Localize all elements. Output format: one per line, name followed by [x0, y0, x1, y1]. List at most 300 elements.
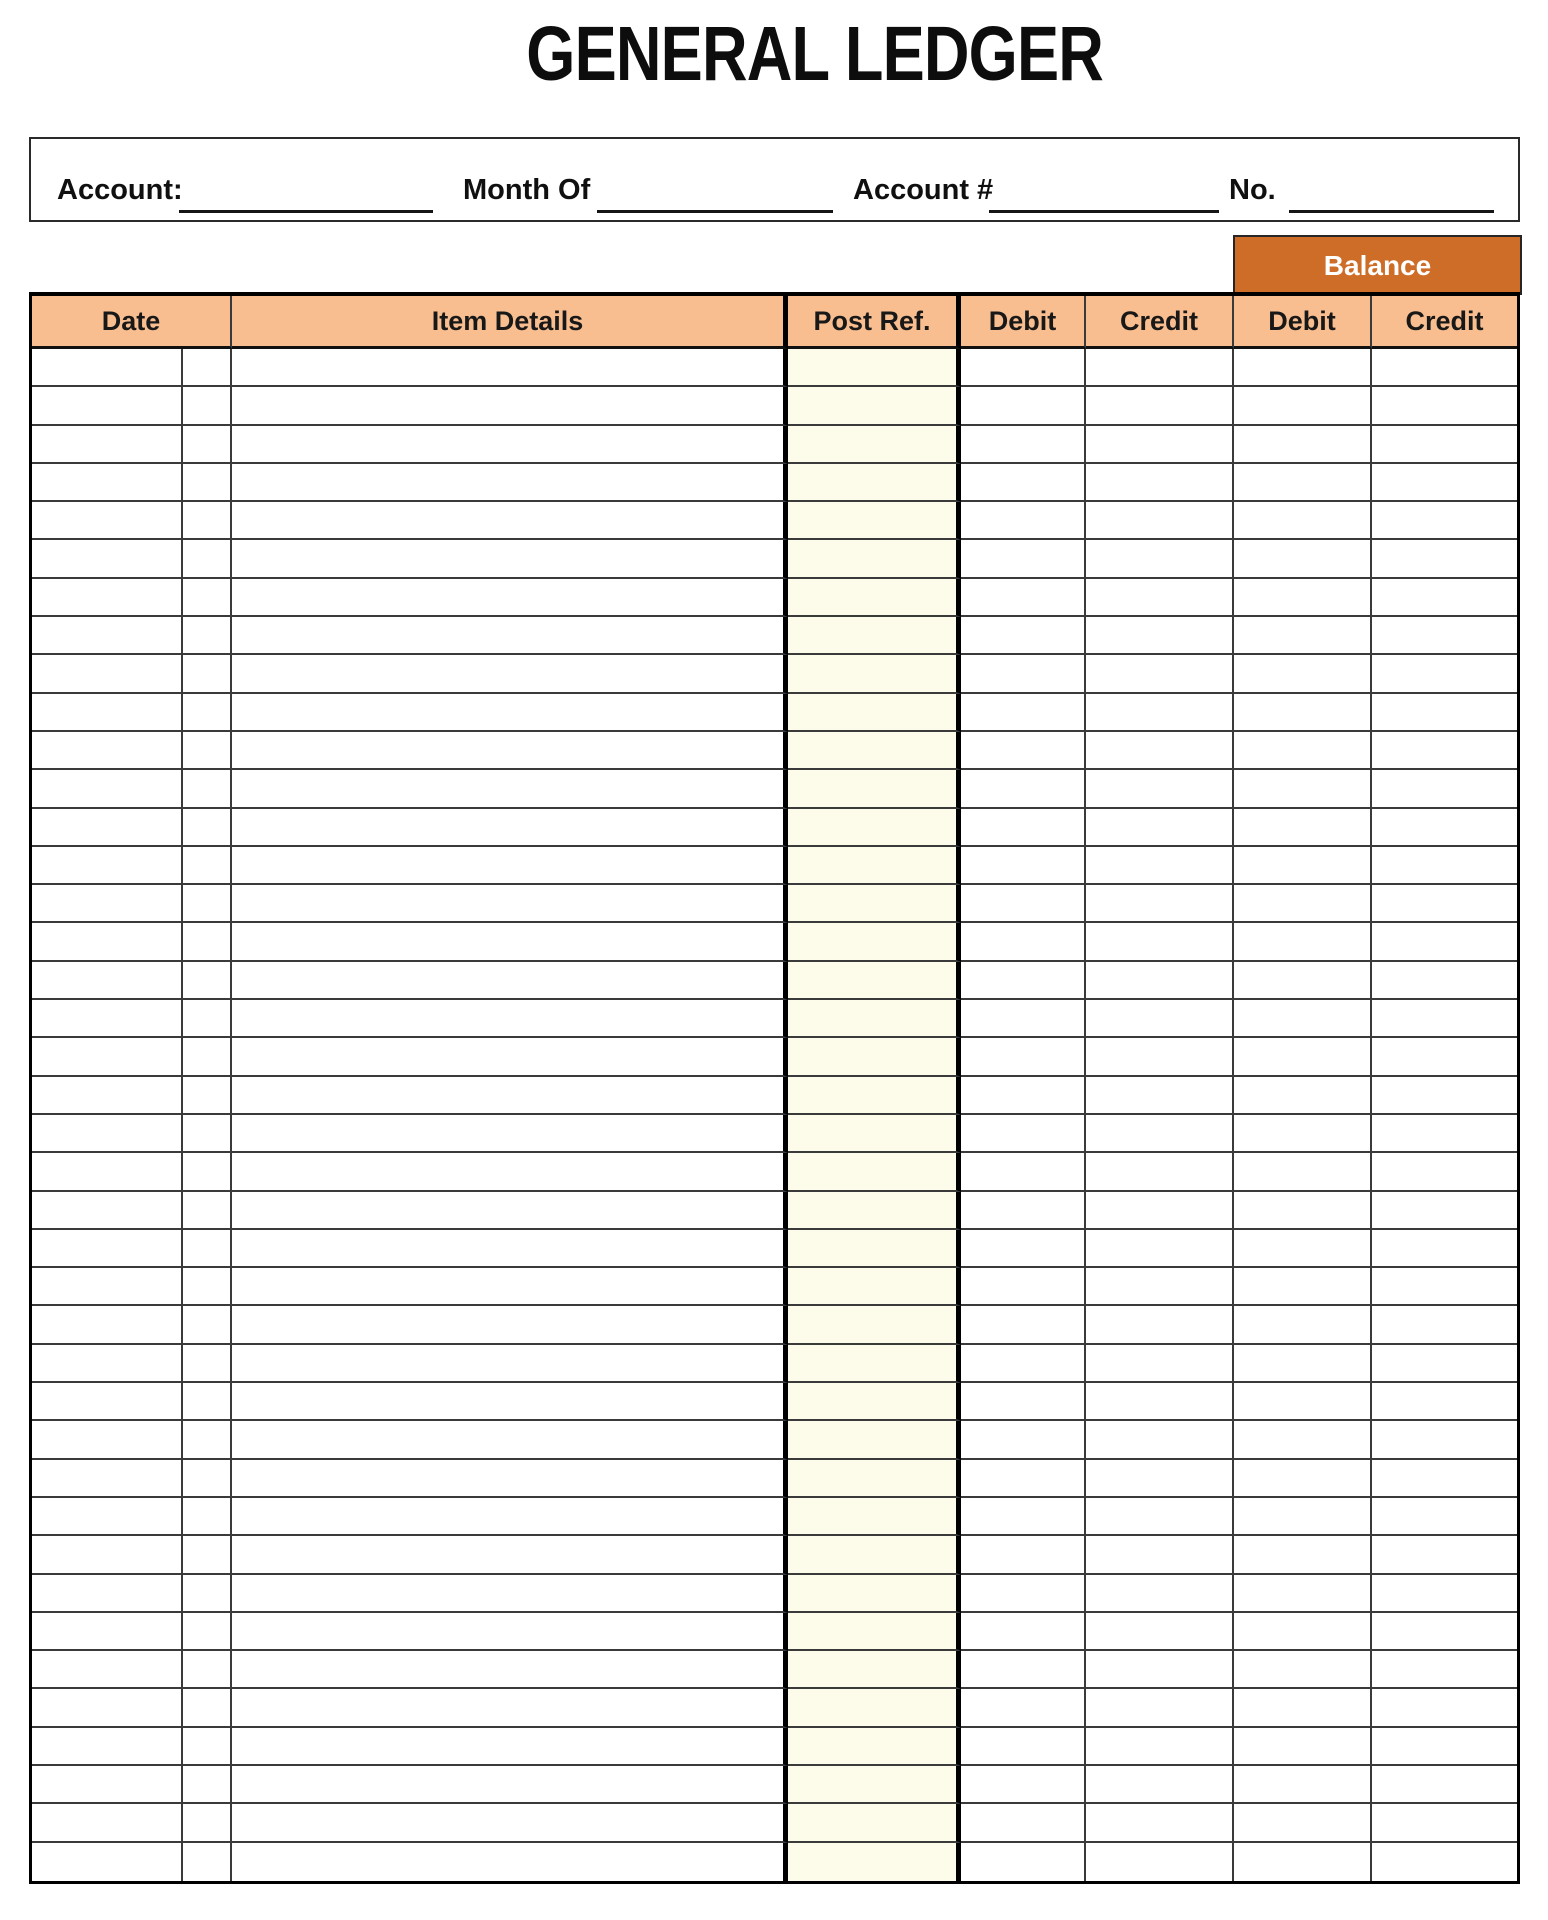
credit-cell[interactable] — [1086, 694, 1234, 732]
balance-debit-cell[interactable] — [1234, 426, 1372, 464]
debit-cell[interactable] — [961, 464, 1086, 502]
debit-cell[interactable] — [961, 847, 1086, 885]
balance-credit-cell[interactable] — [1372, 502, 1517, 540]
post-ref-cell[interactable] — [788, 579, 961, 617]
date-cell[interactable] — [32, 1498, 183, 1536]
debit-cell[interactable] — [961, 1460, 1086, 1498]
item-details-cell[interactable] — [232, 655, 788, 693]
debit-cell[interactable] — [961, 923, 1086, 961]
debit-cell[interactable] — [961, 387, 1086, 425]
balance-credit-cell[interactable] — [1372, 1460, 1517, 1498]
post-ref-cell[interactable] — [788, 1000, 961, 1038]
post-ref-cell[interactable] — [788, 1077, 961, 1115]
post-ref-cell[interactable] — [788, 1613, 961, 1651]
date-sub-cell[interactable] — [183, 1000, 232, 1038]
post-ref-cell[interactable] — [788, 426, 961, 464]
item-details-cell[interactable] — [232, 1536, 788, 1574]
item-details-cell[interactable] — [232, 1460, 788, 1498]
date-sub-cell[interactable] — [183, 1843, 232, 1881]
item-details-cell[interactable] — [232, 540, 788, 578]
date-cell[interactable] — [32, 540, 183, 578]
balance-credit-cell[interactable] — [1372, 1383, 1517, 1421]
date-sub-cell[interactable] — [183, 1804, 232, 1842]
post-ref-cell[interactable] — [788, 1536, 961, 1574]
date-cell[interactable] — [32, 1575, 183, 1613]
credit-cell[interactable] — [1086, 1575, 1234, 1613]
post-ref-cell[interactable] — [788, 1843, 961, 1881]
balance-credit-cell[interactable] — [1372, 1421, 1517, 1459]
balance-debit-cell[interactable] — [1234, 1536, 1372, 1574]
debit-cell[interactable] — [961, 1613, 1086, 1651]
item-details-cell[interactable] — [232, 464, 788, 502]
post-ref-cell[interactable] — [788, 464, 961, 502]
credit-cell[interactable] — [1086, 1383, 1234, 1421]
debit-cell[interactable] — [961, 655, 1086, 693]
post-ref-cell[interactable] — [788, 694, 961, 732]
balance-credit-cell[interactable] — [1372, 579, 1517, 617]
balance-credit-cell[interactable] — [1372, 1000, 1517, 1038]
date-sub-cell[interactable] — [183, 1306, 232, 1344]
post-ref-cell[interactable] — [788, 540, 961, 578]
post-ref-cell[interactable] — [788, 655, 961, 693]
date-sub-cell[interactable] — [183, 962, 232, 1000]
date-cell[interactable] — [32, 962, 183, 1000]
debit-cell[interactable] — [961, 1843, 1086, 1881]
date-sub-cell[interactable] — [183, 770, 232, 808]
debit-cell[interactable] — [961, 1804, 1086, 1842]
item-details-cell[interactable] — [232, 1153, 788, 1191]
account-field-blank[interactable] — [179, 210, 433, 213]
credit-cell[interactable] — [1086, 732, 1234, 770]
balance-debit-cell[interactable] — [1234, 1843, 1372, 1881]
credit-cell[interactable] — [1086, 1000, 1234, 1038]
date-sub-cell[interactable] — [183, 1498, 232, 1536]
balance-credit-cell[interactable] — [1372, 1766, 1517, 1804]
post-ref-cell[interactable] — [788, 1306, 961, 1344]
date-sub-cell[interactable] — [183, 694, 232, 732]
item-details-cell[interactable] — [232, 1268, 788, 1306]
item-details-cell[interactable] — [232, 694, 788, 732]
post-ref-cell[interactable] — [788, 1575, 961, 1613]
credit-cell[interactable] — [1086, 1728, 1234, 1766]
date-sub-cell[interactable] — [183, 502, 232, 540]
date-cell[interactable] — [32, 694, 183, 732]
balance-debit-cell[interactable] — [1234, 1728, 1372, 1766]
balance-credit-cell[interactable] — [1372, 1115, 1517, 1153]
balance-credit-cell[interactable] — [1372, 809, 1517, 847]
date-cell[interactable] — [32, 502, 183, 540]
date-cell[interactable] — [32, 1383, 183, 1421]
balance-debit-cell[interactable] — [1234, 1115, 1372, 1153]
balance-debit-cell[interactable] — [1234, 464, 1372, 502]
post-ref-cell[interactable] — [788, 1230, 961, 1268]
date-cell[interactable] — [32, 1000, 183, 1038]
balance-credit-cell[interactable] — [1372, 426, 1517, 464]
item-details-cell[interactable] — [232, 579, 788, 617]
debit-cell[interactable] — [961, 1575, 1086, 1613]
credit-cell[interactable] — [1086, 1306, 1234, 1344]
date-sub-cell[interactable] — [183, 464, 232, 502]
debit-cell[interactable] — [961, 1000, 1086, 1038]
balance-credit-cell[interactable] — [1372, 349, 1517, 387]
balance-debit-cell[interactable] — [1234, 694, 1372, 732]
date-cell[interactable] — [32, 579, 183, 617]
credit-cell[interactable] — [1086, 387, 1234, 425]
no-field-blank[interactable] — [1289, 210, 1494, 213]
credit-cell[interactable] — [1086, 1268, 1234, 1306]
post-ref-cell[interactable] — [788, 962, 961, 1000]
date-cell[interactable] — [32, 1651, 183, 1689]
date-sub-cell[interactable] — [183, 1728, 232, 1766]
credit-cell[interactable] — [1086, 502, 1234, 540]
date-sub-cell[interactable] — [183, 1268, 232, 1306]
debit-cell[interactable] — [961, 770, 1086, 808]
item-details-cell[interactable] — [232, 1728, 788, 1766]
date-sub-cell[interactable] — [183, 617, 232, 655]
credit-cell[interactable] — [1086, 1613, 1234, 1651]
date-cell[interactable] — [32, 1268, 183, 1306]
credit-cell[interactable] — [1086, 809, 1234, 847]
balance-debit-cell[interactable] — [1234, 732, 1372, 770]
balance-debit-cell[interactable] — [1234, 1192, 1372, 1230]
date-sub-cell[interactable] — [183, 1230, 232, 1268]
credit-cell[interactable] — [1086, 1843, 1234, 1881]
balance-debit-cell[interactable] — [1234, 1038, 1372, 1076]
item-details-cell[interactable] — [232, 1000, 788, 1038]
date-cell[interactable] — [32, 464, 183, 502]
date-sub-cell[interactable] — [183, 1689, 232, 1727]
balance-debit-cell[interactable] — [1234, 1230, 1372, 1268]
debit-cell[interactable] — [961, 349, 1086, 387]
date-sub-cell[interactable] — [183, 579, 232, 617]
date-cell[interactable] — [32, 1804, 183, 1842]
balance-credit-cell[interactable] — [1372, 1153, 1517, 1191]
item-details-cell[interactable] — [232, 1689, 788, 1727]
post-ref-cell[interactable] — [788, 847, 961, 885]
item-details-cell[interactable] — [232, 962, 788, 1000]
item-details-cell[interactable] — [232, 1766, 788, 1804]
debit-cell[interactable] — [961, 617, 1086, 655]
balance-debit-cell[interactable] — [1234, 1383, 1372, 1421]
post-ref-cell[interactable] — [788, 770, 961, 808]
date-cell[interactable] — [32, 426, 183, 464]
debit-cell[interactable] — [961, 885, 1086, 923]
balance-debit-cell[interactable] — [1234, 809, 1372, 847]
post-ref-cell[interactable] — [788, 1192, 961, 1230]
item-details-cell[interactable] — [232, 1804, 788, 1842]
post-ref-cell[interactable] — [788, 1804, 961, 1842]
balance-credit-cell[interactable] — [1372, 1268, 1517, 1306]
debit-cell[interactable] — [961, 962, 1086, 1000]
item-details-cell[interactable] — [232, 1843, 788, 1881]
balance-debit-cell[interactable] — [1234, 1575, 1372, 1613]
post-ref-cell[interactable] — [788, 1345, 961, 1383]
balance-credit-cell[interactable] — [1372, 1651, 1517, 1689]
debit-cell[interactable] — [961, 579, 1086, 617]
balance-credit-cell[interactable] — [1372, 694, 1517, 732]
balance-credit-cell[interactable] — [1372, 1192, 1517, 1230]
balance-debit-cell[interactable] — [1234, 579, 1372, 617]
balance-credit-cell[interactable] — [1372, 1843, 1517, 1881]
date-cell[interactable] — [32, 1689, 183, 1727]
balance-credit-cell[interactable] — [1372, 847, 1517, 885]
balance-debit-cell[interactable] — [1234, 540, 1372, 578]
date-cell[interactable] — [32, 770, 183, 808]
debit-cell[interactable] — [961, 1536, 1086, 1574]
debit-cell[interactable] — [961, 1115, 1086, 1153]
balance-debit-cell[interactable] — [1234, 1689, 1372, 1727]
balance-debit-cell[interactable] — [1234, 1000, 1372, 1038]
credit-cell[interactable] — [1086, 540, 1234, 578]
date-sub-cell[interactable] — [183, 1766, 232, 1804]
month-of-field-blank[interactable] — [597, 210, 833, 213]
date-cell[interactable] — [32, 1728, 183, 1766]
debit-cell[interactable] — [961, 809, 1086, 847]
debit-cell[interactable] — [961, 1230, 1086, 1268]
balance-credit-cell[interactable] — [1372, 732, 1517, 770]
balance-debit-cell[interactable] — [1234, 617, 1372, 655]
debit-cell[interactable] — [961, 1268, 1086, 1306]
balance-debit-cell[interactable] — [1234, 655, 1372, 693]
date-sub-cell[interactable] — [183, 1115, 232, 1153]
date-sub-cell[interactable] — [183, 1077, 232, 1115]
debit-cell[interactable] — [961, 1038, 1086, 1076]
item-details-cell[interactable] — [232, 1613, 788, 1651]
credit-cell[interactable] — [1086, 770, 1234, 808]
balance-credit-cell[interactable] — [1372, 1536, 1517, 1574]
balance-credit-cell[interactable] — [1372, 1230, 1517, 1268]
credit-cell[interactable] — [1086, 579, 1234, 617]
item-details-cell[interactable] — [232, 923, 788, 961]
balance-credit-cell[interactable] — [1372, 1077, 1517, 1115]
credit-cell[interactable] — [1086, 1498, 1234, 1536]
item-details-cell[interactable] — [232, 1230, 788, 1268]
balance-credit-cell[interactable] — [1372, 1613, 1517, 1651]
date-cell[interactable] — [32, 1038, 183, 1076]
item-details-cell[interactable] — [232, 1077, 788, 1115]
date-cell[interactable] — [32, 1153, 183, 1191]
post-ref-cell[interactable] — [788, 1383, 961, 1421]
item-details-cell[interactable] — [232, 732, 788, 770]
post-ref-cell[interactable] — [788, 349, 961, 387]
post-ref-cell[interactable] — [788, 1421, 961, 1459]
item-details-cell[interactable] — [232, 809, 788, 847]
credit-cell[interactable] — [1086, 426, 1234, 464]
debit-cell[interactable] — [961, 1383, 1086, 1421]
balance-credit-cell[interactable] — [1372, 1498, 1517, 1536]
credit-cell[interactable] — [1086, 923, 1234, 961]
debit-cell[interactable] — [961, 1689, 1086, 1727]
debit-cell[interactable] — [961, 502, 1086, 540]
date-cell[interactable] — [32, 1766, 183, 1804]
date-cell[interactable] — [32, 1843, 183, 1881]
credit-cell[interactable] — [1086, 1192, 1234, 1230]
date-cell[interactable] — [32, 655, 183, 693]
balance-debit-cell[interactable] — [1234, 1421, 1372, 1459]
date-cell[interactable] — [32, 1421, 183, 1459]
date-sub-cell[interactable] — [183, 1575, 232, 1613]
date-sub-cell[interactable] — [183, 1613, 232, 1651]
item-details-cell[interactable] — [232, 1651, 788, 1689]
date-sub-cell[interactable] — [183, 349, 232, 387]
post-ref-cell[interactable] — [788, 1689, 961, 1727]
credit-cell[interactable] — [1086, 1115, 1234, 1153]
credit-cell[interactable] — [1086, 349, 1234, 387]
date-cell[interactable] — [32, 732, 183, 770]
date-sub-cell[interactable] — [183, 1536, 232, 1574]
credit-cell[interactable] — [1086, 1804, 1234, 1842]
balance-debit-cell[interactable] — [1234, 962, 1372, 1000]
balance-debit-cell[interactable] — [1234, 923, 1372, 961]
item-details-cell[interactable] — [232, 1421, 788, 1459]
balance-debit-cell[interactable] — [1234, 1613, 1372, 1651]
debit-cell[interactable] — [961, 426, 1086, 464]
date-cell[interactable] — [32, 809, 183, 847]
date-cell[interactable] — [32, 387, 183, 425]
credit-cell[interactable] — [1086, 1689, 1234, 1727]
credit-cell[interactable] — [1086, 1077, 1234, 1115]
balance-credit-cell[interactable] — [1372, 1345, 1517, 1383]
item-details-cell[interactable] — [232, 1038, 788, 1076]
date-cell[interactable] — [32, 1306, 183, 1344]
credit-cell[interactable] — [1086, 885, 1234, 923]
post-ref-cell[interactable] — [788, 1766, 961, 1804]
balance-debit-cell[interactable] — [1234, 847, 1372, 885]
balance-credit-cell[interactable] — [1372, 387, 1517, 425]
debit-cell[interactable] — [961, 1306, 1086, 1344]
item-details-cell[interactable] — [232, 426, 788, 464]
date-sub-cell[interactable] — [183, 1345, 232, 1383]
date-sub-cell[interactable] — [183, 1383, 232, 1421]
post-ref-cell[interactable] — [788, 617, 961, 655]
balance-credit-cell[interactable] — [1372, 1575, 1517, 1613]
date-cell[interactable] — [32, 923, 183, 961]
balance-credit-cell[interactable] — [1372, 1038, 1517, 1076]
post-ref-cell[interactable] — [788, 387, 961, 425]
credit-cell[interactable] — [1086, 1766, 1234, 1804]
item-details-cell[interactable] — [232, 1345, 788, 1383]
post-ref-cell[interactable] — [788, 1038, 961, 1076]
item-details-cell[interactable] — [232, 847, 788, 885]
debit-cell[interactable] — [961, 1498, 1086, 1536]
balance-credit-cell[interactable] — [1372, 1804, 1517, 1842]
date-sub-cell[interactable] — [183, 1421, 232, 1459]
date-cell[interactable] — [32, 1460, 183, 1498]
item-details-cell[interactable] — [232, 1498, 788, 1536]
balance-debit-cell[interactable] — [1234, 349, 1372, 387]
post-ref-cell[interactable] — [788, 885, 961, 923]
date-sub-cell[interactable] — [183, 426, 232, 464]
debit-cell[interactable] — [961, 694, 1086, 732]
balance-debit-cell[interactable] — [1234, 1345, 1372, 1383]
balance-credit-cell[interactable] — [1372, 962, 1517, 1000]
post-ref-cell[interactable] — [788, 1651, 961, 1689]
date-sub-cell[interactable] — [183, 1651, 232, 1689]
item-details-cell[interactable] — [232, 502, 788, 540]
item-details-cell[interactable] — [232, 1306, 788, 1344]
debit-cell[interactable] — [961, 1766, 1086, 1804]
balance-credit-cell[interactable] — [1372, 1728, 1517, 1766]
credit-cell[interactable] — [1086, 1230, 1234, 1268]
balance-debit-cell[interactable] — [1234, 1077, 1372, 1115]
date-sub-cell[interactable] — [183, 809, 232, 847]
balance-debit-cell[interactable] — [1234, 1498, 1372, 1536]
credit-cell[interactable] — [1086, 1038, 1234, 1076]
date-cell[interactable] — [32, 617, 183, 655]
debit-cell[interactable] — [961, 1421, 1086, 1459]
balance-credit-cell[interactable] — [1372, 617, 1517, 655]
post-ref-cell[interactable] — [788, 923, 961, 961]
post-ref-cell[interactable] — [788, 1460, 961, 1498]
balance-debit-cell[interactable] — [1234, 1268, 1372, 1306]
date-sub-cell[interactable] — [183, 1192, 232, 1230]
credit-cell[interactable] — [1086, 1536, 1234, 1574]
date-cell[interactable] — [32, 1613, 183, 1651]
balance-credit-cell[interactable] — [1372, 655, 1517, 693]
date-cell[interactable] — [32, 349, 183, 387]
date-cell[interactable] — [32, 1230, 183, 1268]
debit-cell[interactable] — [961, 540, 1086, 578]
item-details-cell[interactable] — [232, 1383, 788, 1421]
balance-credit-cell[interactable] — [1372, 923, 1517, 961]
credit-cell[interactable] — [1086, 1460, 1234, 1498]
credit-cell[interactable] — [1086, 655, 1234, 693]
date-sub-cell[interactable] — [183, 847, 232, 885]
balance-debit-cell[interactable] — [1234, 885, 1372, 923]
post-ref-cell[interactable] — [788, 1268, 961, 1306]
date-cell[interactable] — [32, 847, 183, 885]
item-details-cell[interactable] — [232, 387, 788, 425]
credit-cell[interactable] — [1086, 1345, 1234, 1383]
post-ref-cell[interactable] — [788, 732, 961, 770]
credit-cell[interactable] — [1086, 847, 1234, 885]
date-sub-cell[interactable] — [183, 387, 232, 425]
debit-cell[interactable] — [961, 1192, 1086, 1230]
date-cell[interactable] — [32, 1536, 183, 1574]
debit-cell[interactable] — [961, 1153, 1086, 1191]
item-details-cell[interactable] — [232, 885, 788, 923]
item-details-cell[interactable] — [232, 1575, 788, 1613]
date-sub-cell[interactable] — [183, 1038, 232, 1076]
post-ref-cell[interactable] — [788, 1728, 961, 1766]
credit-cell[interactable] — [1086, 1421, 1234, 1459]
balance-debit-cell[interactable] — [1234, 1651, 1372, 1689]
date-sub-cell[interactable] — [183, 732, 232, 770]
balance-debit-cell[interactable] — [1234, 1153, 1372, 1191]
date-cell[interactable] — [32, 885, 183, 923]
balance-debit-cell[interactable] — [1234, 770, 1372, 808]
date-cell[interactable] — [32, 1077, 183, 1115]
credit-cell[interactable] — [1086, 962, 1234, 1000]
debit-cell[interactable] — [961, 732, 1086, 770]
post-ref-cell[interactable] — [788, 809, 961, 847]
balance-debit-cell[interactable] — [1234, 387, 1372, 425]
balance-credit-cell[interactable] — [1372, 1306, 1517, 1344]
balance-credit-cell[interactable] — [1372, 540, 1517, 578]
item-details-cell[interactable] — [232, 617, 788, 655]
balance-credit-cell[interactable] — [1372, 464, 1517, 502]
date-sub-cell[interactable] — [183, 885, 232, 923]
balance-debit-cell[interactable] — [1234, 1766, 1372, 1804]
date-cell[interactable] — [32, 1345, 183, 1383]
date-cell[interactable] — [32, 1115, 183, 1153]
credit-cell[interactable] — [1086, 464, 1234, 502]
date-cell[interactable] — [32, 1192, 183, 1230]
debit-cell[interactable] — [961, 1345, 1086, 1383]
credit-cell[interactable] — [1086, 617, 1234, 655]
account-number-field-blank[interactable] — [989, 210, 1219, 213]
post-ref-cell[interactable] — [788, 1153, 961, 1191]
